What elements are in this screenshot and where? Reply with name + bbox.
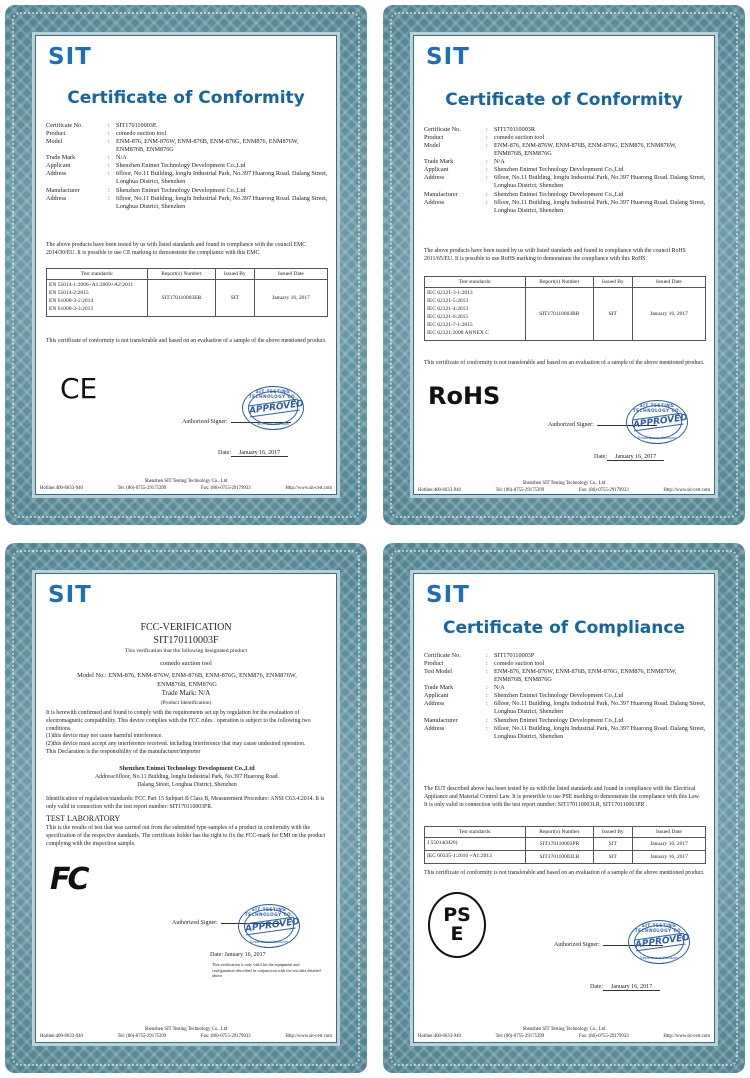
field-row: Product : comedo suction tool — [424, 134, 706, 142]
field-value: Shenzhen Enimei Technology Development Co.,Ltd — [494, 692, 624, 700]
issue-date — [594, 454, 664, 461]
table-row — [425, 838, 706, 851]
field-row: Address : 6floor, No.11 Building, longfu Industrial Park, No.397 Huarong Road. Dalang Street, Longhua District, Shenzhen — [424, 198, 706, 214]
column-header: Issued By — [593, 277, 632, 288]
fcc-condition: (1)this device may not cause harmful interference. — [46, 733, 163, 740]
issued-by-cell: SIT — [215, 280, 254, 317]
field-value: Shenzhen Enimei Technology Development Co.,Ltd — [494, 716, 624, 724]
field-row: Address : 6floor, No.11 Building, longfu Industrial Park, No.397 Huarong Road. Dalang Street, Longhua District, Shenzhen — [46, 194, 328, 210]
column-header: Test standards: — [425, 277, 526, 288]
approved-stamp-icon — [626, 400, 688, 444]
field-label: Manufacturer — [424, 716, 458, 724]
field-row: Address : 6floor, No.11 Building, longfu Industrial Park, No.397 Huarong Road. Dalang Street, Longhua District, Shenzhen — [424, 174, 706, 190]
standards-table — [424, 826, 706, 864]
issued-date-cell: January 16, 2017 — [632, 850, 705, 863]
field-value: 6floor, No.11 Building, longfu Industrial Park, No.397 Huarong Road. Dalang Street, Longhua District, Shenzhen — [116, 170, 328, 186]
footer-hotline: Hotline:400-6633-940 — [418, 1034, 461, 1040]
footer-company: Shenzhen SIT Testing Technology Co., Ltd — [522, 481, 606, 486]
field-value: SIT170110003R — [494, 126, 536, 133]
stamp-subtext: Department Manager — [249, 940, 289, 944]
footer-website: Http://www.sit-cert.com — [285, 1034, 332, 1040]
standards-table — [424, 276, 706, 341]
standard-item: EN 55014-1:2006+A1:2009+A2:2011 — [49, 282, 134, 288]
standards-cell — [47, 280, 148, 317]
compliance-statement: The above products have been tested by us with listed standards and found in compliance with the council RoHS 2011/65/EU. It is possible to use RoHS marking to demonstrate the compliance with this RoHS. — [424, 248, 686, 262]
compliance-statement: The above products have been tested by us with listed standards and found in compliance with the council EMC 2014/30/EU. It is possible to use CE marking to demonstrate the compliance with this EMC. — [46, 242, 307, 256]
field-row: Certificate No. : SIT170110003R — [424, 126, 706, 134]
fcc-body: It is herewith confirmed and found to comply with the requirements set up by regulation for the evaluation of electromagnetic compatibility. This device complies with the FCC rules . operation is subject to the following two conditions. — [46, 710, 311, 732]
column-header: Issued By — [215, 269, 254, 280]
stamp-ring-text: SIT TESTING TECHNOLOGY CO. — [632, 403, 682, 413]
date-label: Date: — [218, 450, 231, 456]
standard-cell: IEC 60335-1:2010 +A1:2013 — [425, 850, 526, 863]
table-row — [47, 280, 328, 317]
footer-company: Shenzhen SIT Testing Technology Co., Ltd — [522, 1027, 606, 1032]
standard-item: IEC 62321-5:2013 — [427, 297, 469, 304]
approved-stamp-icon — [238, 904, 300, 948]
footer-website: Http://www.sit-cert.com — [663, 488, 710, 494]
certificate-footer — [418, 1026, 710, 1040]
test-laboratory-text: This is the results of test that was carried out from the submitted type-samples of a product in conformity with the specification of the respective standards. The certificate holder has the right to fix the FCC-mark for EMI on the product complying with the inspection sample. — [46, 825, 326, 847]
field-label: Trade Mark — [46, 154, 76, 162]
field-value: comedo suction tool — [494, 134, 545, 142]
report-number-cell: SIT170110003RR — [526, 288, 593, 341]
standard-item: EN 61000-3-2:2014 — [49, 297, 94, 304]
table-header-row — [425, 277, 706, 288]
standard-cell: J 55014(H20) — [425, 838, 526, 851]
certificate-page — [413, 35, 715, 495]
certificate-page — [35, 573, 337, 1043]
field-value: ENM-876, ENM-876W, ENM-876B, ENM-876G, ENM876, ENM876W, ENM876B, ENM876G — [494, 142, 677, 158]
certificate-title: Certificate of Conformity — [67, 88, 305, 108]
column-header: Report(s) Number — [148, 269, 215, 280]
trade-mark: Trade Mark: N/A — [161, 689, 211, 697]
manufacturer-address — [46, 774, 328, 790]
certificate-number: SIT170110003F — [153, 635, 219, 646]
stamp-subtext: Department Manager — [639, 956, 679, 960]
field-row: Model : ENM-876, ENM-876W, ENM-876B, ENM-876G, ENM876, ENM876W, ENM876B, ENM876G — [46, 138, 328, 154]
sit-logo: SIT — [426, 582, 470, 608]
fcc-compliance-text — [46, 710, 328, 757]
footer-hotline: Hotline:400-6633-940 — [40, 1034, 83, 1040]
transfer-note: This certificate of conformity is not transferable and based on an evaluation of a sample of the above mentioned product. — [46, 338, 327, 344]
ce-certificate — [5, 5, 367, 525]
issued-date-cell: January 16, 2017 — [632, 288, 705, 341]
regulation-identification: Identification of regulation/standards: FCC Part 15 Subpart B Class B, Measurement Procedure: ANSI C63.4:2014. It is only valid in connection with the test report number: SIT170110003FR. — [46, 796, 325, 810]
column-header: Issued Date — [632, 277, 705, 288]
field-label: Applicant — [46, 162, 71, 170]
product-identification: (Product Identification) — [160, 700, 212, 706]
compliance-text: The EUT described above has been tested by us with the listed standards and found in compliance with the Electrical Appliance and Material Control Law. It is powerible to use PSE marking to demonstrate the compliance with this Law. — [424, 786, 700, 800]
footer-contacts — [40, 485, 332, 492]
pse-mark-top: PS — [443, 904, 471, 926]
date-value: January 16, 2017 — [224, 952, 266, 958]
field-label: Address — [424, 198, 445, 206]
manufacturer-name: Shenzhen Enimei Technology Development Co.,Ltd — [119, 765, 255, 772]
column-header: Issued By — [593, 827, 632, 838]
field-label: Test Model — [424, 668, 452, 676]
model-line: ENM876B, ENM876G — [157, 680, 217, 688]
report-number-cell: SIT170110003ER — [148, 280, 215, 317]
standard-item: IEC 62321-3-1:2013 — [427, 290, 473, 296]
sit-logo: SIT — [48, 582, 92, 608]
field-label: Address — [46, 170, 67, 178]
field-label: Certificate No. — [424, 652, 461, 659]
field-value: Shenzhen Enimei Technology Development Co.,Ltd — [116, 186, 246, 194]
field-label: Address — [46, 194, 67, 202]
pse-mark-bottom: E — [450, 923, 464, 945]
field-row: Trade Mark : N/A — [424, 158, 706, 166]
fcc-declaration: This Declaration is the responsibility of the manufacturer/importer — [46, 749, 201, 756]
field-row: Applicant : Shenzhen Enimei Technology Development Co.,Ltd — [46, 162, 328, 170]
stamp-subtext: Technical Manager — [256, 422, 290, 426]
certificate-footer — [40, 1026, 332, 1040]
field-value: ENM-876, ENM-876W, ENM-876B, ENM-876G, ENM876, ENM876W, ENM876B, ENM876G — [494, 668, 677, 684]
field-row: Trade Mark : N/A — [46, 154, 328, 162]
field-label: Certificate No. — [46, 122, 83, 129]
date-value: January 16, 2017 — [607, 454, 664, 461]
field-label: Trade Mark — [424, 158, 454, 166]
standard-item: IEC 62321:2008 ANNEX C — [427, 329, 489, 336]
issued-date-cell: January 16, 2017 — [254, 280, 327, 317]
field-value: 6floor, No.11 Building, longfu Industrial Park, No.397 Huarong Road. Dalang Street, Longhua District, Shenzhen — [494, 724, 706, 740]
field-row: Certificate No. : SIT170110003E — [46, 122, 328, 130]
field-value: 6floor, No.11 Building, longfu Industrial Park, No.397 Huarong Road. Dalang Street, Longhua District, Shenzhen — [494, 198, 706, 214]
footer-website: Http://www.sit-cert.com — [663, 1034, 710, 1040]
certificate-title: Certificate of Conformity — [445, 90, 683, 110]
footer-fax: Fax: (86)-0755-29179933 — [200, 486, 251, 492]
footer-company: Shenzhen SIT Testing Technology Co., Ltd — [144, 1027, 228, 1032]
field-label: Address — [424, 174, 445, 182]
report-number-cell: SIT170110003LR — [526, 850, 593, 863]
footer-fax: Fax: (86)-0755-29179933 — [578, 1034, 629, 1040]
footer-hotline: Hotline:400-6633-940 — [418, 488, 461, 494]
field-value: N/A — [494, 158, 505, 166]
date-label: Date: — [594, 454, 607, 460]
field-value: comedo suction tool — [494, 660, 545, 668]
footer-tel: Tel: (86)-0755-29175399 — [495, 488, 545, 494]
field-label: Product — [424, 134, 444, 142]
date-label: Date: — [590, 984, 603, 990]
stamp-subtext: Department Manager — [637, 436, 677, 440]
field-value: N/A — [494, 684, 505, 692]
field-label: Manufacturer — [46, 186, 80, 194]
table-header-row — [47, 269, 328, 280]
column-header: Report(s) Number — [526, 827, 593, 838]
field-value: SIT170110003P — [494, 652, 535, 659]
date-value: January 16, 2017 — [231, 450, 288, 457]
field-label: Certificate No. — [424, 126, 461, 133]
field-row: Applicant : Shenzhen Enimei Technology Development Co.,Ltd — [424, 166, 706, 174]
report-reference: It is only valid in connection with the test report number: SIT170110003LR, SIT170110003PR . — [424, 801, 648, 808]
sit-logo: SIT — [426, 44, 470, 70]
signer-label: Authorized Signer: — [554, 942, 600, 948]
field-row: Manufacturer : Shenzhen Enimei Technology Development Co.,Ltd — [424, 717, 706, 725]
report-number-cell: SIT170110003PR — [526, 838, 593, 851]
issue-date — [210, 952, 266, 958]
field-value: ENM-876, ENM-876W, ENM-876B, ENM-876G, ENM876, ENM876W, ENM876B, ENM876G — [116, 138, 299, 154]
column-header: Issued Date — [254, 269, 327, 280]
field-label: Product — [424, 660, 444, 668]
fcc-mark-icon: FC — [50, 862, 87, 897]
field-label: Model — [424, 142, 441, 150]
rohs-mark-icon: RoHS — [428, 382, 501, 410]
address-line: Address:6floor, No.11 Building, longfu Industrial Park, No.397 Huarong Road. — [94, 774, 280, 780]
date-label: Date: — [210, 952, 223, 958]
certificate-page — [413, 573, 715, 1043]
field-label: Address — [424, 700, 445, 708]
compliance-statement — [424, 786, 706, 809]
stamp-text: APPROVED — [248, 398, 305, 417]
rohs-certificate — [383, 5, 745, 525]
field-label: Applicant — [424, 166, 449, 174]
footer-website: Http://www.sit-cert.com — [285, 486, 332, 492]
field-value: Shenzhen Enimei Technology Development Co.,Ltd — [116, 162, 246, 170]
product-name: comedo suction tool — [160, 660, 212, 667]
standard-item: IEC 62321-6:2015 — [427, 313, 469, 320]
field-label: Manufacturer — [424, 190, 458, 198]
field-row: Product : comedo suction tool — [424, 660, 706, 668]
stamp-text: APPROVED — [634, 932, 691, 951]
certificate-title: Certificate of Compliance — [443, 618, 685, 638]
certificate-fields — [424, 652, 706, 741]
footer-fax: Fax: (86)-0755-29179933 — [200, 1034, 251, 1040]
field-value: N/A — [116, 154, 127, 162]
field-row: Address : 6floor, No.11 Building, longfu Industrial Park, No.397 Huarong Road. Dalang Street, Longhua District, Shenzhen — [424, 700, 706, 716]
issued-date-cell: January 16, 2017 — [632, 838, 705, 851]
footer-hotline: Hotline:400-6633-940 — [40, 486, 83, 492]
stamp-text: APPROVED — [244, 916, 301, 935]
standards-table — [46, 268, 328, 317]
field-label: Address — [424, 724, 445, 732]
column-header: Report(s) Number — [526, 277, 593, 288]
field-value: Shenzhen Enimei Technology Development Co.,Ltd — [494, 190, 624, 198]
certificate-fields — [424, 126, 706, 215]
certificate-footer — [418, 480, 710, 494]
field-row: Product : comedo suction tool — [46, 130, 328, 138]
field-row: Address : 6floor, No.11 Building, longfu Industrial Park, No.397 Huarong Road. Dalang Street, Longhua District, Shenzhen — [424, 724, 706, 740]
stamp-ring-text: SIT TESTING TECHNOLOGY CO. — [248, 389, 298, 399]
footer-fax: Fax: (86)-0755-29179933 — [578, 488, 629, 494]
fcc-verification — [5, 543, 367, 1073]
approved-stamp-icon — [242, 386, 304, 430]
field-value: Shenzhen Enimei Technology Development Co.,Ltd — [494, 166, 624, 174]
date-value: January 16, 2017 — [603, 984, 660, 991]
field-label: Model — [46, 138, 63, 146]
field-label: Product — [46, 130, 66, 138]
footer-tel: Tel: (86)-0755-29175399 — [495, 1034, 545, 1040]
field-row: Trade Mark : N/A — [424, 684, 706, 692]
footer-tel: Tel: (86)-0755-29175399 — [117, 486, 167, 492]
field-value: comedo suction tool — [116, 130, 167, 138]
column-header: Issued Date — [632, 827, 705, 838]
footer-tel: Tel: (86)-0755-29175399 — [117, 1034, 167, 1040]
verification-validity-note: This verification is only valid for the equipment and configuration described in conjunction with the test data detailed above — [212, 962, 321, 979]
sit-logo: SIT — [48, 44, 92, 70]
footer-contacts — [418, 1033, 710, 1040]
issued-by-cell: SIT — [593, 850, 632, 863]
footer-contacts — [40, 1033, 332, 1040]
field-row: Applicant : Shenzhen Enimei Technology Development Co.,Ltd — [424, 692, 706, 700]
stamp-text: APPROVED — [632, 412, 689, 431]
transfer-note: This certificate of conformity is not transferable and based on an evaluation of a sample of the above mentioned product. — [424, 360, 705, 366]
ce-mark-icon: CE — [60, 372, 98, 405]
field-label: Applicant — [424, 692, 449, 700]
column-header: Test standards: — [425, 827, 526, 838]
standard-item: EN 55014-2:2015 — [49, 289, 89, 296]
field-row: Model : ENM-876, ENM-876W, ENM-876B, ENM-876G, ENM876, ENM876W, ENM876B, ENM876G — [424, 142, 706, 158]
address-line: Dalang Street, Longhua District, Shenzhen — [137, 781, 237, 788]
stamp-ring-text: SIT TESTING TECHNOLOGY CO. — [244, 907, 294, 917]
table-header-row — [425, 827, 706, 838]
model-numbers — [46, 672, 328, 689]
issued-by-cell: SIT — [593, 838, 632, 851]
field-label: Trade Mark — [424, 684, 454, 692]
field-value: SIT170110003E — [116, 122, 157, 129]
signer-label: Authorized Signer: — [548, 422, 594, 428]
standard-item: EN 61000-3-3:2013 — [49, 305, 94, 312]
column-header: Test standards: — [47, 269, 148, 280]
test-laboratory-heading: TEST LABORATORY — [46, 814, 121, 823]
signer-label: Authorized Signer: — [172, 920, 218, 926]
standards-cell — [425, 288, 526, 341]
field-value: 6floor, No.11 Building, longfu Industrial Park, No.397 Huarong Road. Dalang Street, Longhua District, Shenzhen — [494, 700, 706, 716]
field-row: Certificate No. : SIT170110003P — [424, 652, 706, 660]
issued-by-cell: SIT — [593, 288, 632, 341]
field-row: Address : 6floor, No.11 Building, longfu Industrial Park, No.397 Huarong Road. Dalang Street, Longhua District, Shenzhen — [46, 170, 328, 186]
table-row — [425, 288, 706, 341]
model-line: Model No.: ENM-876, ENM-876W, ENM-876B, ENM-876G, ENM876, ENM876W, — [77, 672, 297, 679]
issue-date — [590, 984, 660, 991]
field-value: 6floor, No.11 Building, longfu Industrial Park, No.397 Huarong Road. Dalang Street, Longhua District, Shenzhen — [494, 174, 706, 190]
approved-stamp-icon — [628, 920, 690, 964]
certificate-footer — [40, 478, 332, 492]
fcc-condition: (2)this device must accept any interference received. including interference that may cause undesired operation. — [46, 741, 306, 748]
standard-item: IEC 62321-7-1:2015 — [427, 321, 473, 328]
field-row: Manufacturer : Shenzhen Enimei Technology Development Co.,Ltd — [46, 187, 328, 195]
certificate-page — [35, 35, 337, 495]
issue-date — [218, 450, 288, 457]
transfer-note: This certificate of conformity is not transferable and based on an evaluation of a sample of the above mentioned product. — [424, 870, 705, 876]
pse-certificate — [383, 543, 745, 1073]
verification-subtitle: This verification that the following designated product — [124, 648, 248, 654]
pse-mark-icon — [428, 892, 486, 958]
field-value: 6floor, No.11 Building, longfu Industrial Park, No.397 Huarong Road. Dalang Street, Longhua District, Shenzhen — [116, 194, 328, 210]
field-row: Manufacturer : Shenzhen Enimei Technology Development Co.,Ltd — [424, 191, 706, 199]
footer-contacts — [418, 487, 710, 494]
signer-label: Authorized Signer: — [182, 419, 228, 425]
certificate-fields — [46, 122, 328, 211]
field-row: Test Model : ENM-876, ENM-876W, ENM-876B, ENM-876G, ENM876, ENM876W, ENM876B, ENM876G — [424, 668, 706, 684]
stamp-ring-text: SIT TESTING TECHNOLOGY CO. — [634, 923, 684, 933]
table-row — [425, 850, 706, 863]
footer-company: Shenzhen SIT Testing Technology Co., Ltd — [144, 479, 228, 484]
certificate-title: FCC-VERIFICATION — [140, 622, 232, 633]
standard-item: IEC 62321-4:2013 — [427, 305, 469, 312]
